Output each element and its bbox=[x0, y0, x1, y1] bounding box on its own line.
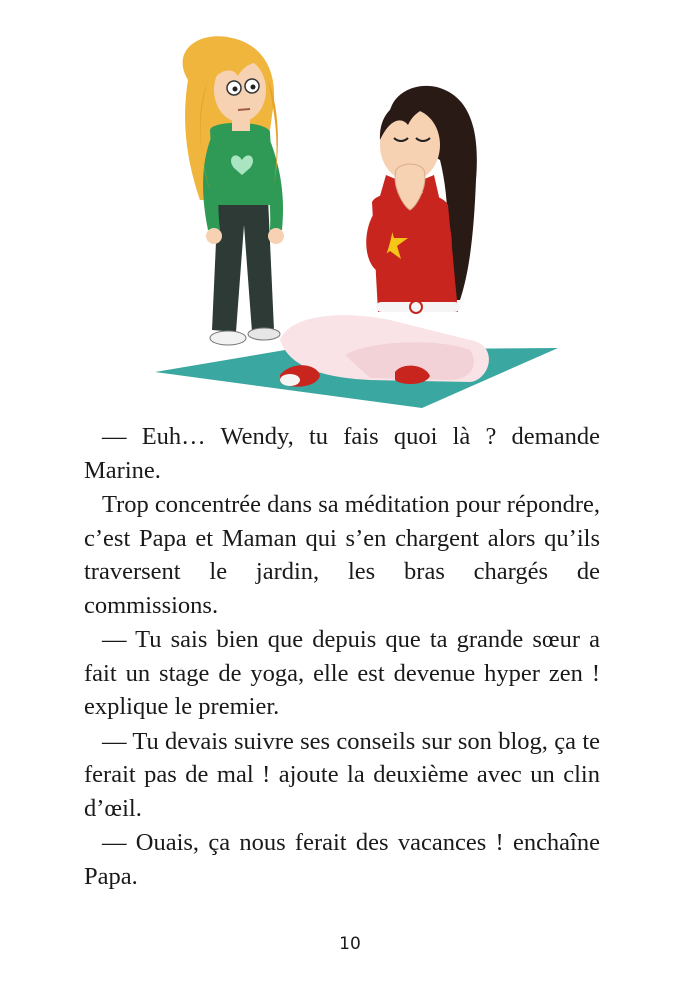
paragraph: — Tu devais suivre ses conseils sur son blog, ça te ferait pas de mal ! ajoute la deuxième avec un clin d’œil. bbox=[84, 727, 600, 822]
illustration bbox=[140, 20, 580, 415]
page-number: 10 bbox=[339, 934, 361, 954]
paragraph: — Euh… Wendy, tu fais quoi là ? demande Marine. bbox=[84, 423, 600, 484]
paragraph: — Tu sais bien que depuis que ta grande sœur a fait un stage de yoga, elle est devenue hyper zen ! explique le premier. bbox=[84, 626, 600, 720]
girl-meditating-figure bbox=[280, 86, 489, 387]
paragraph: Trop concentrée dans sa méditation pour répondre, c’est Papa et Maman qui s’en chargent alors qu’ils traversent le jardin, les bras chargés de commissions. bbox=[84, 491, 600, 619]
story-text bbox=[84, 420, 600, 894]
girl-standing-figure bbox=[183, 36, 284, 345]
paragraph: — Ouais, ça nous ferait des vacances ! enchaîne Papa. bbox=[84, 829, 600, 890]
